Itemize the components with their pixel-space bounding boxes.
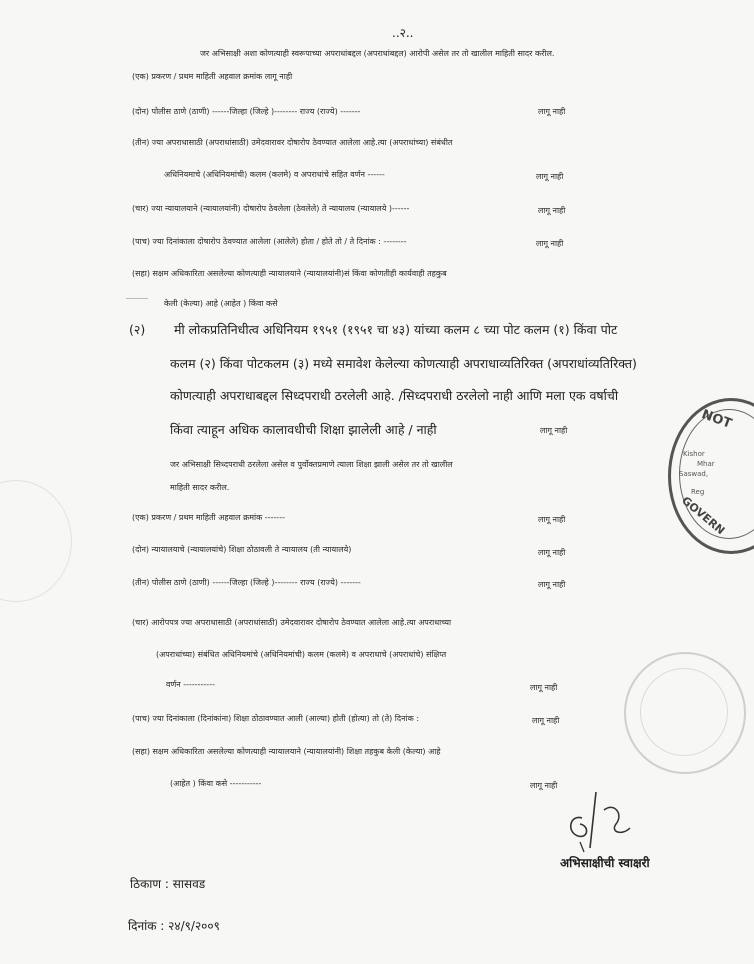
p1-row6-line1: (सहा) सक्षम अधिकारिता असलेल्या कोणत्याही न्यायालयाने (न्यायालयांनी)सं किंवा कोणतीही कार्यवाही तहकुब <box>132 269 447 278</box>
p1-row6-line2: केली (केल्या) आहे (आहेत ) किंवा कसे <box>164 299 278 308</box>
seal-frag-1: Kishor <box>683 450 705 458</box>
p2-line4: किंवा त्याहून अधिक कालावधीची शिक्षा झालेली आहे / नाही <box>170 422 437 437</box>
place-label: ठिकाण : सासवड <box>130 877 206 891</box>
p2-sub-line1: जर अभिसाक्षी सिध्दपराधी ठरलेला असेल व पुर्वोक्तप्रमाणे त्याला शिक्षा झाली असेल तर तो खालील <box>170 460 453 469</box>
faint-left-stamp <box>0 480 72 602</box>
notary-seal <box>668 398 754 554</box>
p1-row5-na: लागू नाही <box>536 239 564 248</box>
p1-row3-line2: अधिनियमाचे (अधिनियमांची) कलम (कलमे) व अपराधांचे सहित वर्णन ------ <box>164 170 385 179</box>
faint-stamp <box>624 652 746 774</box>
intro-text: जर अभिसाक्षी अशा कोणत्याही स्वरूपाच्या अपराधांबद्दल (अपराधांबद्दल) आरोपी असेल तर तो खालील माहिती सादर करील. <box>200 49 555 58</box>
p1-row2-na: लागू नाही <box>538 107 566 116</box>
p1-row3-na: लागू नाही <box>536 172 564 181</box>
p2-num: (२) <box>129 322 146 337</box>
seal-frag-4: Reg <box>691 488 705 496</box>
signature-label: अभिसाक्षीची स्वाक्षरी <box>560 856 650 870</box>
p2-row2: (दोन) न्यायालयाचे (न्यायालयांचे) शिक्षा ठोठावली ते न्यायालय (ती न्यायालये) <box>132 545 352 554</box>
p2-row5-na: लागू नाही <box>532 716 560 725</box>
p1-row2: (दोन) पोलीस ठाणे (ठाणी) ------जिल्हा (जिल्हे )-------- राज्य (राज्ये) ------- <box>132 107 361 116</box>
p2-line4-na: लागू नाही <box>540 426 568 435</box>
p2-row4-line3: वर्णन ----------- <box>166 680 215 689</box>
p2-row6-na: लागू नाही <box>530 781 558 790</box>
p2-row6-line2: (आहेत ) किंवा कसे ----------- <box>170 779 262 788</box>
p2-row1: (एक) प्रकरण / प्रथम माहिती अहवाल क्रमांक ------- <box>132 513 285 522</box>
seal-frag-5: GOVERN <box>679 493 728 538</box>
p2-row5: (पाच) ज्या दिनांकाला (दिनांकांना) शिक्षा ठोठावण्यात आली (आल्या) होती (होत्या) तो (ते) दिनांक : <box>132 714 420 723</box>
signature-glyph: S/- <box>560 784 562 785</box>
page-number: ..२.. <box>392 26 414 40</box>
seal-frag-2: Mhar <box>697 460 715 468</box>
date-label: दिनांक : २४/९/२००९ <box>128 919 220 933</box>
p1-row4-na: लागू नाही <box>538 206 566 215</box>
margin-scribble <box>126 298 148 299</box>
seal-frag-3: Saswad, <box>679 470 709 478</box>
p1-row3-line1: (तीन) ज्या अपराधासाठी (अपराधांसाठी) उमेदवारावर दोषारोप ठेवण्यात आलेला आहे.त्या (अपराधांच्या) संबंधीत <box>132 138 453 147</box>
p2-line2: कलम (२) किंवा पोटकलम (३) मध्ये समावेश केलेल्या कोणत्याही अपराधाव्यतिरिक्त (अपराधांव्यतिरिक्त) <box>170 356 637 371</box>
p2-row4-line1: (चार) आरोपपत्र ज्या अपराधासाठी (अपराधांसाठी) उमेदवारावर दोषारोप ठेवण्यात आलेला आहे.त्या अपराधाच्या <box>132 618 452 627</box>
p2-sub-line2: माहिती सादर करील. <box>170 483 230 492</box>
p2-row3-na: लागू नाही <box>538 580 566 589</box>
signature-scribble <box>560 784 650 864</box>
p2-row6-line1: (सहा) सक्षम अधिकारिता असलेल्या कोणत्याही न्यायालयाने (न्यायालयांनी) शिक्षा तहकुब केली (केल्या) आहे <box>132 747 441 756</box>
p1-row1: (एक) प्रकरण / प्रथम माहिती अहवाल क्रमांक लागू नाही <box>132 72 293 81</box>
faint-stamp-inner <box>640 668 728 756</box>
p2-row2-na: लागू नाही <box>538 548 566 557</box>
seal-title: NOT <box>699 407 734 432</box>
p2-line1: मी लोकप्रतिनिधीत्व अधिनियम १९५१ (१९५१ चा ४३) यांच्या कलम ८ च्या पोट कलम (१) किंवा पोट <box>174 322 618 337</box>
p2-row4-na: लागू नाही <box>530 683 558 692</box>
p2-line3: कोणत्याही अपराधाबद्दल सिध्दपराधी ठरलेली आहे. /सिध्दपराधी ठरलेलो नाही आणि मला एक वर्षाची <box>170 388 619 403</box>
p2-row4-line2: (अपराधांच्या) संबंधित अधिनियमांचे (अधिनियमांची) कलम (कलमे) व अपराधाचे (अपराधांचे) संक्षिप्त <box>156 650 447 659</box>
p2-row3: (तीन) पोलीस ठाणे (ठाणी) ------जिल्हा (जिल्हे )-------- राज्य (राज्ये) ------- <box>132 578 361 587</box>
p2-row1-na: लागू नाही <box>538 515 566 524</box>
p1-row5: (पाच) ज्या दिनांकाला दोषारोप ठेवण्यात आलेला (आलेले) होता / होते तो / ते दिनांक : -------- <box>132 237 407 246</box>
p1-row4: (चार) ज्या न्यायालयाने (न्यायालयांनी) दोषारोप ठेवलेला (ठेवलेले) ते न्यायालय (न्यायालये )------ <box>132 204 410 213</box>
